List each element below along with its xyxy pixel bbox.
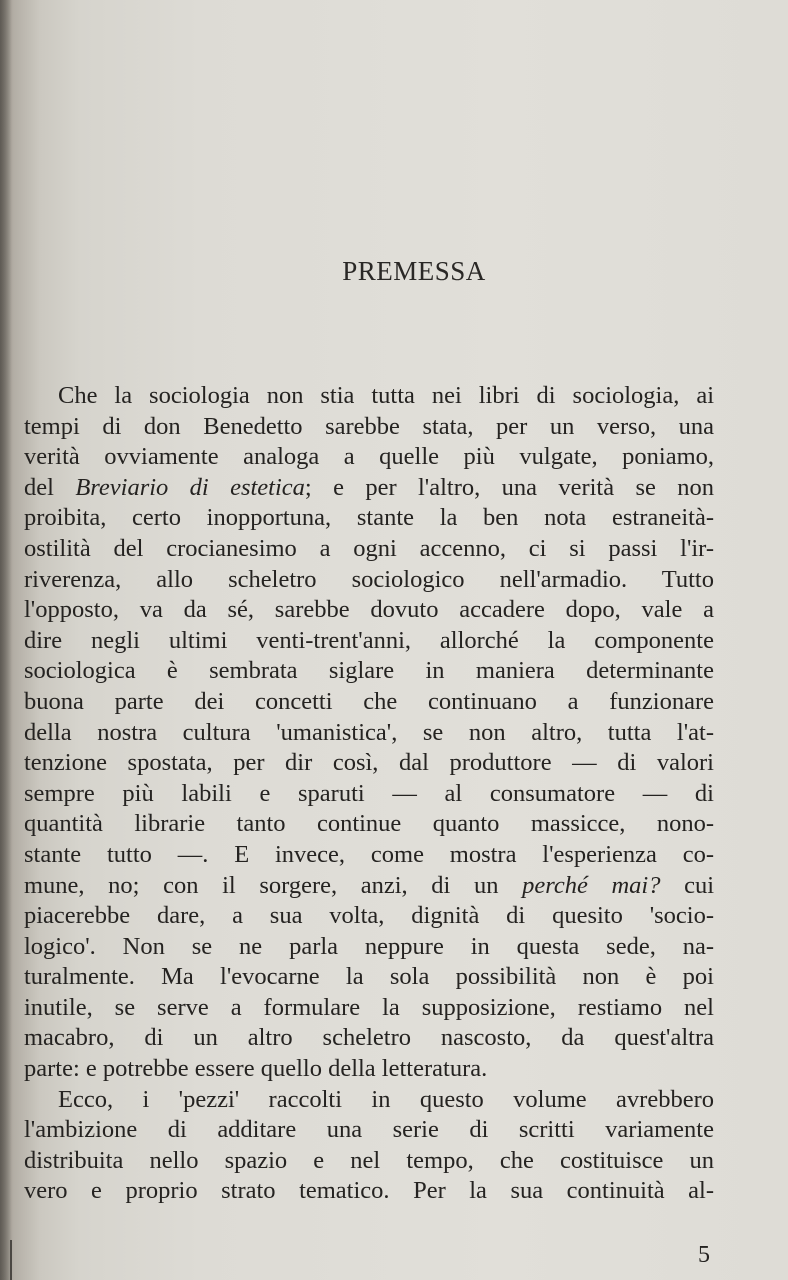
page-edge (10, 1240, 12, 1280)
text-segment: del (24, 473, 76, 501)
text-line: parte: e potrebbe essere quello della letteratura. (24, 1055, 488, 1083)
text-line: turalmente. Ma l'evocarne la sola possibilità non è poi (24, 963, 714, 991)
body-text (24, 381, 714, 1207)
text-line: sempre più labili e sparuti — al consumatore — di (24, 779, 714, 807)
text-line: piacerebbe dare, a sua volta, dignità di quesito 'socio- (24, 902, 714, 930)
italic-phrase: perché mai? (522, 871, 661, 899)
text-line: l'opposto, va da sé, sarebbe dovuto accadere dopo, vale a (24, 596, 714, 624)
page-number: 5 (698, 1242, 710, 1268)
text-line: della nostra cultura 'umanistica', se non altro, tutta l'at- (24, 718, 714, 746)
text-line: buona parte dei concetti che continuano a funzionare (24, 687, 714, 715)
chapter-title: PREMESSA (342, 256, 486, 286)
text-line-with-italic (24, 473, 714, 504)
binding-shadow (0, 0, 12, 1280)
text-line: tenzione spostata, per dir così, dal produttore — di valori (24, 749, 714, 777)
text-line: stante tutto —. E invece, come mostra l'esperienza co- (24, 840, 714, 868)
text-line: sociologica è sembrata siglare in maniera determinante (24, 657, 714, 685)
text-line: vero e proprio strato tematico. Per la sua continuità al- (24, 1177, 714, 1205)
text-line: tempi di don Benedetto sarebbe stata, per un verso, una (24, 412, 714, 440)
text-line: macabro, di un altro scheletro nascosto, da quest'altra (24, 1024, 714, 1052)
text-line: quantità librarie tanto continue quanto massicce, nono- (24, 810, 714, 838)
text-line-with-italic (24, 871, 714, 902)
text-line: l'ambizione di additare una serie di scritti variamente (24, 1116, 714, 1144)
text-line: proibita, certo inopportuna, stante la ben nota estraneità- (24, 504, 714, 532)
text-line: inutile, se serve a formulare la supposizione, restiamo nel (24, 993, 714, 1021)
text-line: riverenza, allo scheletro sociologico nell'armadio. Tutto (24, 565, 714, 593)
text-line: logico'. Non se ne parla neppure in questa sede, na- (24, 932, 714, 960)
text-segment: ; e per l'altro, una verità se non (304, 473, 715, 501)
text-segment: cui (660, 871, 715, 899)
text-line: ostilità del crocianesimo a ogni accenno, ci si passi l'ir- (24, 534, 714, 562)
text-line: distribuita nello spazio e nel tempo, che costituisce un (24, 1146, 714, 1174)
text-line: Ecco, i 'pezzi' raccolti in questo volume avrebbero (58, 1085, 714, 1113)
text-line: Che la sociologia non stia tutta nei libri di sociologia, ai (58, 382, 714, 409)
text-segment: mune, no; con il sorgere, anzi, di un (24, 871, 523, 899)
text-line: dire negli ultimi venti-trent'anni, allorché la componente (24, 626, 714, 654)
italic-title: Breviario di estetica (75, 473, 305, 501)
text-line: verità ovviamente analoga a quelle più vulgate, poniamo, (24, 443, 714, 471)
